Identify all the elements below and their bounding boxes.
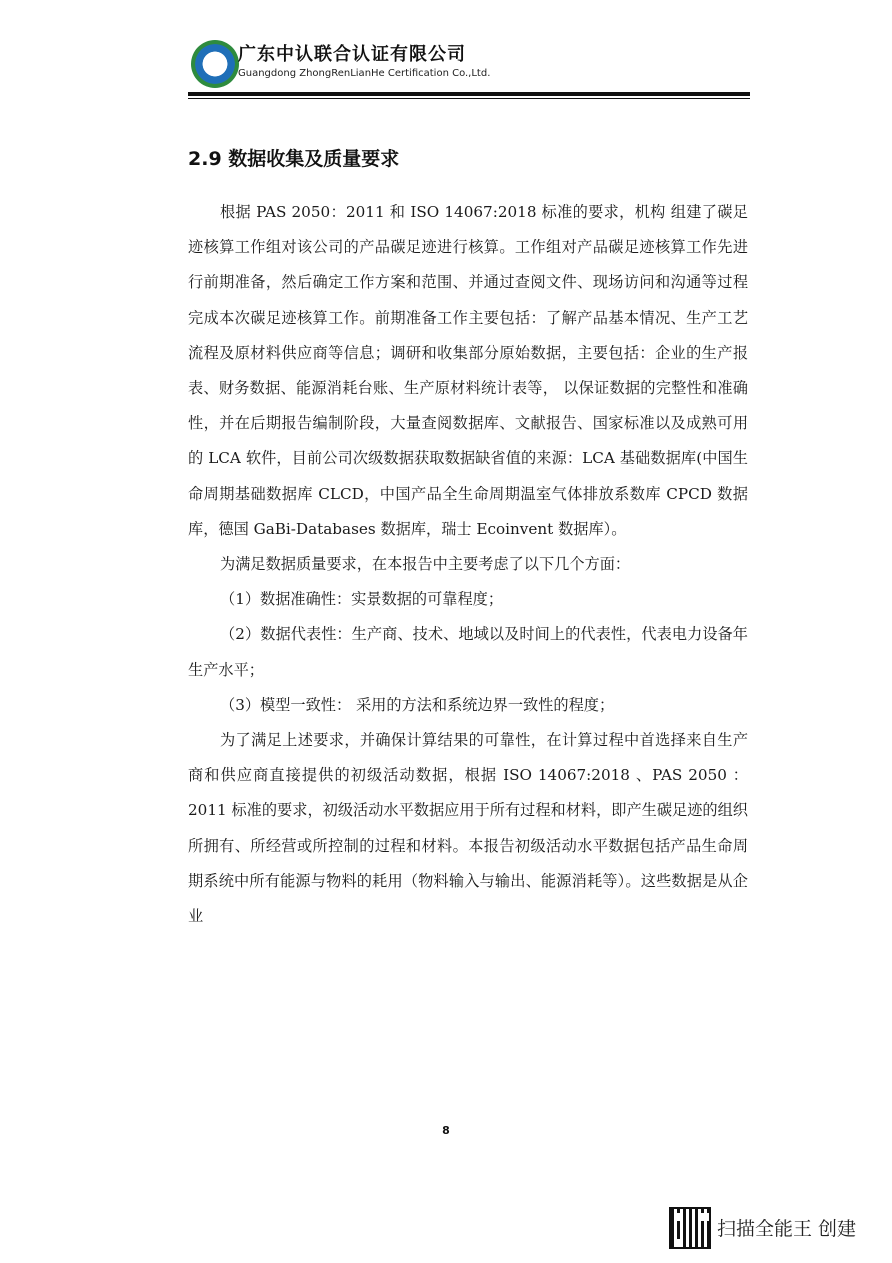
logo-mark: ✚: [208, 54, 222, 73]
page-number: 8: [442, 1124, 450, 1137]
page-header: [188, 36, 750, 100]
header-divider-thin: [188, 98, 750, 99]
paragraph-primary-data: 为了满足上述要求，并确保计算结果的可靠性，在计算过程中首选择来自生产商和供应商直接提供的初级活动数据，根据 ISO 14067:2018 、PAS 2050 ：2011 标准的要求，初级活动水平数据应用于所有过程和材料，即产生碳足迹的组织所拥有、所经营或所控制的过程和材料。本报告初级活动水平数据包括产品生命周期系统中所有能源与物料的耗用（物料输入与输出、能源消耗等）。这些数据是从企业: [188, 731, 748, 926]
header-divider-thick: [188, 92, 750, 96]
company-seal-logo-icon: [191, 40, 239, 88]
company-name-en: Guangdong ZhongRenLianHe Certification Co.,Ltd.: [238, 68, 491, 79]
company-name-cn: 广东中认联合认证有限公司: [238, 44, 466, 65]
list-item-accuracy: （1）数据准确性：实景数据的可靠程度；: [220, 590, 504, 609]
paragraph-quality-intro: 为满足数据质量要求，在本报告中主要考虑了以下几个方面：: [220, 555, 631, 574]
scanner-watermark: 扫描全能王 创建: [717, 1218, 857, 1240]
list-item-consistency: （3）模型一致性： 采用的方法和系统边界一致性的程度；: [220, 695, 615, 714]
body-content: [188, 195, 748, 934]
section-title: 2.9 数据收集及质量要求: [188, 148, 400, 170]
qr-code-icon: [669, 1207, 711, 1249]
list-item-representativeness: （2）数据代表性：生产商、技术、地域以及时间上的代表性，代表电力设备年生产水平；: [188, 625, 748, 679]
paragraph-data-collection: 根据 PAS 2050：2011 和 ISO 14067:2018 标准的要求，机构 组建了碳足迹核算工作组对该公司的产品碳足迹进行核算。工作组对产品碳足迹核算工作先进行前期准备，然后确定工作方案和范围、并通过查阅文件、现场访问和沟通等过程完成本次碳足迹核算工作。前期准备工作主要包括：了解产品基本情况、生产工艺流程及原材料供应商等信息；调研和收集部分原始数据，主要包括：企业的生产报表、财务数据、能源消耗台账、生产原材料统计表等， 以保证数据的完整性和准确性，并在后期报告编制阶段，大量查阅数据库、文献报告、国家标准以及成熟可用的 LCA 软件，目前公司次级数据获取数据缺省值的来源：LCA 基础数据库(中国生命周期基础数据库 CLCD，中国产品全生命周期温室气体排放系数库 CPCD 数据库，德国 GaBi-Databases 数据库，瑞士 Ecoinvent 数据库）。: [188, 203, 748, 538]
